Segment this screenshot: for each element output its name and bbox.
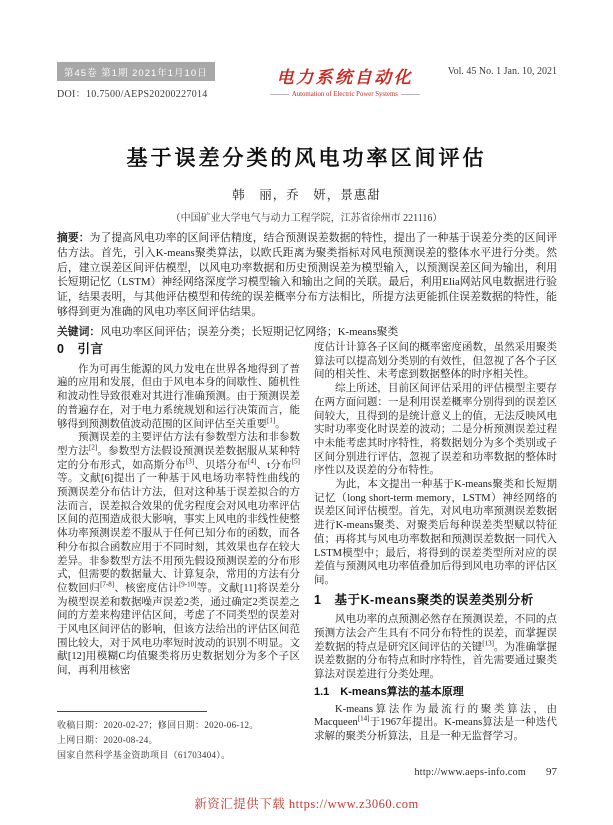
download-watermark: 新资汇提供下载 https://www.z3060.com (194, 797, 419, 811)
left-paragraph-1: 作为可再生能源的风力发电在世界各地得到了普遍的应用和发展，但由于风电本身的间歇性、随机性和波动性导致很难对其进行准确预测。由于预测误差的普遍存在，对于电力系统规划和运行决策而言，能够得到预测数值波动范围的区间评估至关重要[1]。 (57, 363, 300, 430)
right-column (314, 341, 557, 765)
abstract-paragraph (57, 231, 557, 320)
keywords-line (57, 325, 557, 340)
left-column (57, 341, 300, 709)
title-block (0, 142, 613, 224)
journal-logo-english-row (270, 91, 420, 98)
journal-header (57, 62, 557, 100)
abstract-block (57, 231, 557, 340)
issue-banner: 第45卷 第1期 2021年1月10日 (57, 62, 215, 81)
keywords-label: 关键词： (57, 325, 101, 338)
footnote-funding: 国家自然科学基金资助项目（61703404）。 (57, 750, 231, 760)
authors-line: 韩 丽，乔 妍，景惠甜 (232, 188, 381, 202)
right-paragraph-4: 风电功率的点预测必然存在预测误差，不同的点预测方法会产生具有不同分布特性的误差，而掌握误差数据的特点是研究区间评估的关键[13]。为准确掌握误差数据的分布特点和时序特性，首先需要通过聚类算法对误差进行分类处理。 (314, 614, 557, 681)
header-issue-block (57, 62, 242, 100)
abstract-label: 摘要： (57, 232, 90, 244)
right-paragraph-5: K-means算法作为最流行的聚类算法，由Macqueen[14]于1967年提出。K-means算法是一种迭代求解的聚类分析算法，且是一种无监督学习。 (314, 703, 557, 742)
right-paragraph-3: 为此，本文提出一种基于K-means聚类和长短期记忆（long short-term memory，LSTM）神经网络的误差区间评估模型。首先，对风电功率预测误差数据进行K-means聚类、对聚类后每种误差类型赋以特征值；再将其与风电功率数据和预测误差数据一同代入LSTM模型中；最后，将得到的误差类型所对应的误差值与预测风电功率值叠加后得到风电功率的评估区间。 (314, 479, 557, 586)
footnote-separator (57, 711, 207, 712)
section-0-heading: 0 引言 (57, 342, 104, 356)
keywords-text: 风电功率区间评估；误差分类；长短期记忆网络；K-means聚类 (100, 325, 399, 338)
left-paragraph-2: 预测误差的主要评估方法有参数型方法和非参数型方法[2]。参数型方法假设预测误差数据服从某种特定的分布形式，如高斯分布[3]、贝塔分布[4]、t分布[5]等。文献[6]提出了一种基于风电场功率特性曲线的预测误差分布估计方法，但对这种基于误差拟合的方法而言，误差拟合效果的优劣程度会对风电功率评估区间的范围造成很大影响，事实上风电的非线性使整体功率预测误差不服从于任何已知分布的函数，而各种分布拟合函数应用于不同时刻，其效果也存在较大差异。非参数型方法不用预先假设预测误差的分布形式，但需要的数据量大、计算复杂，常用的方法有分位数回归[7-8]、核密度估计[9-10]等。文献[11]将误差分为模型误差和数据噪声误差2类，通过确定2类误差之间的方差来构建评估区间，考虑了不同类型的误差对于风电区间评估的影响，但该方法给出的评估区间范围比较大，对于风电功率短时波动的识别不明显。文献[12]用模糊C均值聚类将历史数据划分为多个子区间，再利用核密 (57, 432, 300, 677)
right-paragraph-2: 综上所述，目前区间评估采用的评估模型主要存在两方面问题：一是利用误差概率分别得到的误差区间较大，且得到的是统计意义上的值，无法反映风电实时功率变化时误差的波动；二是分析预测误差过程中未能考虑其时序特性，将数据划分为多个类别或子区间分别进行评估，忽视了误差和功率数据的整体时序性以及误差的分布特性。 (314, 383, 557, 477)
volume-issue-line: Vol. 45 No. 1 Jan. 10, 2021 (447, 66, 557, 77)
section-1-heading: 1 基于K-means聚类的误差类别分析 (314, 592, 534, 607)
footnote-online-date: 上网日期：2020-08-24。 (57, 735, 158, 745)
logo-rule-left (270, 94, 289, 95)
section-1-1-heading: 1.1 K-means算法的基本原理 (314, 685, 464, 698)
journal-logo-chinese: 电力系统自动化 (276, 68, 414, 87)
footnote-block (57, 711, 300, 763)
right-paragraph-continuation: 度估计计算各子区间的概率密度函数，虽然采用聚类算法可以提高划分类别的有效性，但忽视了各个子区间的相关性、未考虑到数据整体的时序相关性。 (314, 342, 557, 381)
journal-logo-english: Automation of Electric Power Systems (291, 91, 398, 98)
affiliation-line: （中国矿业大学电气与动力工程学院，江苏省徐州市 221116） (170, 213, 443, 224)
journal-url: http://www.aeps-info.com (414, 767, 526, 778)
journal-logo (270, 63, 420, 98)
logo-rule-right (401, 94, 420, 95)
page-footer (314, 762, 557, 780)
doi-line: DOI：10.7500/AEPS20200227014 (57, 89, 208, 100)
body-columns (57, 341, 557, 765)
abstract-text: 为了提高风电功率的区间评估精度，结合预测误差数据的特性，提出了一种基于误差分类的区间评估方法。首先，引入K-means聚类算法，以欧氏距离为聚类指标对风电预测误差的整体水平进行分类。然后，建立误差区间评估模型，以风电功率数据和历史预测误差为模型输入，以预测误差区间为输出，利用长短期记忆（LSTM）神经网络深度学习模型输入和输出之间的关联。最后，利用Elia网站风电数据进行验证，结果表明，与其他评估模型和传统的误差概率分布方法相比，所提方法更能抓住误差数据的特性，能够得到更为准确的风电功率区间评估结果。 (57, 232, 558, 318)
page-number: 97 (546, 766, 557, 778)
footnote-received-revised: 收稿日期：2020-02-27；修回日期：2020-06-12。 (57, 720, 259, 730)
paper-title: 基于误差分类的风电功率区间评估 (126, 146, 487, 170)
